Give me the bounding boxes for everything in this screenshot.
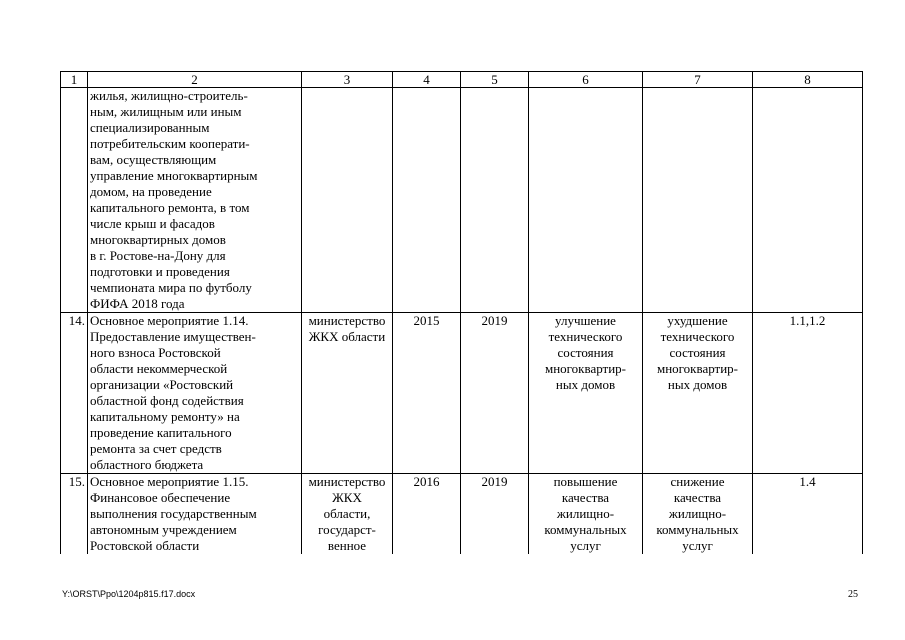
non-implementation-consequence: снижение качества жилищно- коммунальных услуг <box>643 474 753 555</box>
executor: министерство ЖКХ области <box>302 313 393 474</box>
indicator-link: 1.1,1.2 <box>753 313 863 474</box>
header-cell: 6 <box>529 72 643 88</box>
header-cell: 4 <box>393 72 461 88</box>
row-number <box>61 88 88 313</box>
header-cell: 8 <box>753 72 863 88</box>
non-implementation-consequence <box>643 88 753 313</box>
expected-result: повышение качества жилищно- коммунальных услуг <box>529 474 643 555</box>
table-header-row <box>61 72 863 88</box>
start-year: 2016 <box>393 474 461 555</box>
start-year <box>393 88 461 313</box>
file-path: Y:\ORST\Ppo\1204p815.f17.docx <box>62 589 196 599</box>
table-row <box>61 313 863 474</box>
header-cell: 2 <box>88 72 302 88</box>
page-number: 25 <box>848 589 858 600</box>
header-cell: 7 <box>643 72 753 88</box>
end-year <box>461 88 529 313</box>
executor: министерство ЖКХ области, государст- венное <box>302 474 393 555</box>
header-cell: 1 <box>61 72 88 88</box>
indicator-link <box>753 88 863 313</box>
program-table <box>60 71 863 554</box>
table-row <box>61 88 863 313</box>
start-year: 2015 <box>393 313 461 474</box>
indicator-link: 1.4 <box>753 474 863 555</box>
executor <box>302 88 393 313</box>
measure-name: жилья, жилищно-строитель- ным, жилищным или иным специализированным потребительским кооперати- вам, осуществляющим управление многоквартирным домом, на проведение капитального ремонта, в том числе крыш и фасадов многоквартирных домов в г. Ростове-на-Дону для подготовки и проведения чемпионата мира по футболу ФИФА 2018 года <box>88 88 302 313</box>
header-cell: 5 <box>461 72 529 88</box>
non-implementation-consequence: ухудшение технического состояния многоквартир- ных домов <box>643 313 753 474</box>
row-number: 15. <box>61 474 88 555</box>
row-number: 14. <box>61 313 88 474</box>
expected-result <box>529 88 643 313</box>
end-year: 2019 <box>461 474 529 555</box>
measure-name: Основное мероприятие 1.14. Предоставление имуществен- ного взноса Ростовской области некоммерческой организации «Ростовский областной фонд содействия капитальному ремонту» на проведение капитального ремонта за счет средств областного бюджета <box>88 313 302 474</box>
measure-name: Основное мероприятие 1.15. Финансовое обеспечение выполнения государственным автономным учреждением Ростовской области <box>88 474 302 555</box>
expected-result: улучшение технического состояния многоквартир- ных домов <box>529 313 643 474</box>
header-cell: 3 <box>302 72 393 88</box>
end-year: 2019 <box>461 313 529 474</box>
table-row <box>61 474 863 555</box>
